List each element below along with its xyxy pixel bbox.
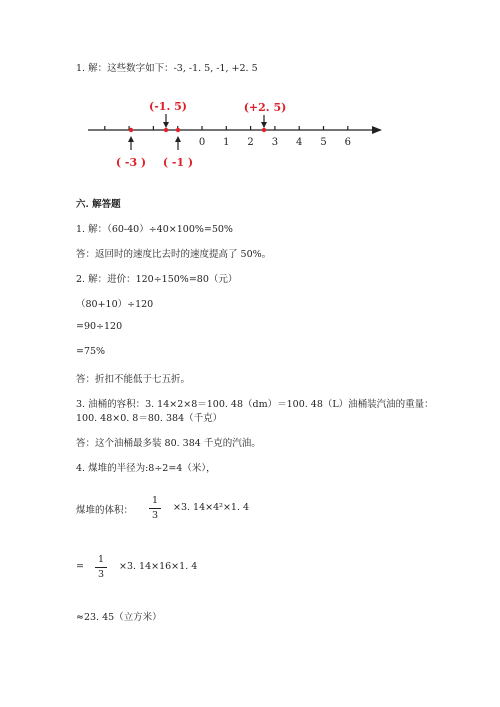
volume-rest: ×3. 14×4²×1. 4: [173, 502, 250, 513]
label-bottom-right: ( -1 ): [162, 156, 194, 169]
section6-title: 六. 解答题: [76, 199, 121, 210]
line-4: （80+10）÷120: [76, 299, 154, 310]
fraction-denominator: 3: [151, 510, 159, 521]
line-8: 3. 油桶的容积：3. 14×2×8＝100. 48（dm）＝100. 48（L）油桶装汽油的重量：: [76, 399, 434, 410]
tick-label-6: 6: [344, 137, 351, 148]
volume-fraction: [149, 495, 161, 522]
line-1: 1. 解：（60-40）÷40×100%=50%: [76, 224, 233, 235]
line-3: 2. 解：进价：120÷150%=80（元）: [76, 274, 238, 285]
label-top-left: (-1. 5): [149, 100, 187, 113]
tick-label-5: 5: [320, 137, 327, 148]
line-6: =75%: [76, 346, 106, 357]
step2-rest: ×3. 14×16×1. 4: [119, 561, 198, 572]
label-top-right: (+2. 5): [243, 101, 287, 114]
fraction-numerator: 1: [151, 495, 159, 506]
point-minus-3: [129, 128, 133, 132]
volume-label: 煤堆的体积：: [76, 505, 134, 516]
number-line: [0, 95, 500, 185]
line-2: 答：返回时的速度比去时的速度提高了 50%。: [76, 249, 272, 260]
arrow-up-left-head: [128, 136, 134, 142]
fraction-denominator: 3: [97, 569, 105, 580]
tick-label-3: 3: [271, 137, 279, 148]
point-minus-1: [176, 128, 180, 132]
line-9: 100. 48×0. 8＝80. 384（千克）: [76, 413, 223, 424]
step2-fraction: [95, 554, 107, 581]
tick-label-4: 4: [296, 137, 303, 148]
label-bottom-left: ( -3 ): [115, 156, 147, 169]
line-10: 答：这个油桶最多装 80. 384 千克的汽油。: [76, 438, 261, 449]
tick-label-0: 0: [198, 137, 206, 148]
q1-text: 1. 解：这些数字如下：-3, -1. 5, -1, +2. 5: [76, 63, 258, 74]
point-plus-2-5: [262, 128, 266, 132]
step2-equals: =: [76, 561, 84, 572]
tick-label-2: 2: [247, 137, 254, 148]
tick-label-1: 1: [223, 137, 230, 148]
result-text: ≈23. 45（立方米）: [76, 612, 162, 623]
arrow-down-right-head: [261, 122, 267, 128]
point-minus-1-5: [164, 128, 168, 132]
line-5: =90÷120: [76, 321, 123, 332]
line-11: 4. 煤堆的半径为:8÷2=4（米），: [76, 463, 216, 474]
arrow-up-right-head: [175, 136, 181, 142]
axis-arrow: [372, 126, 382, 134]
arrow-down-left-head: [163, 122, 169, 128]
line-7: 答：折扣不能低于七五折。: [76, 374, 191, 385]
fraction-numerator: 1: [97, 554, 105, 565]
